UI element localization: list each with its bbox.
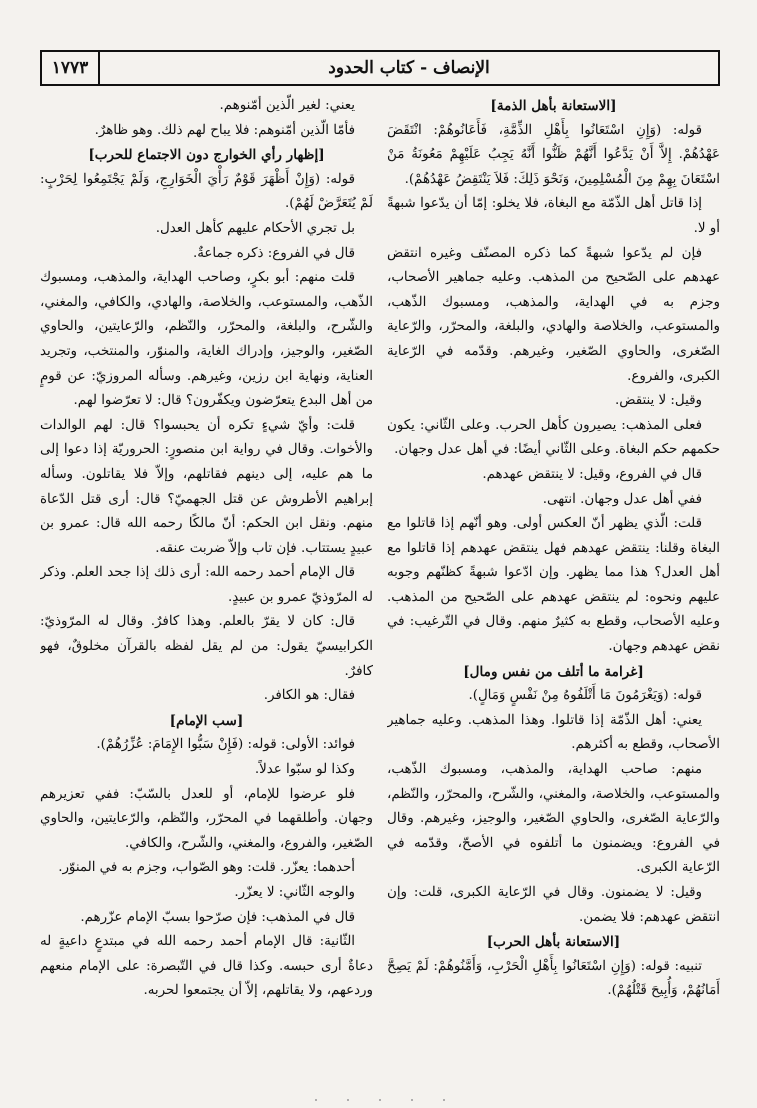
- running-title: الإنصاف - كتاب الحدود: [328, 58, 490, 78]
- left-paragraph: قلت: وأيّ شيءٍ تكره أن يحبسوا؟ قال: لهم الوالدات والأخوات. وقال في رواية ابن منصورٍ: الحروريّة إذا دعوا إلى ما هم عليه، إلى دينهم فقاتلهم، وإلاّ فلا يقاتلون. وسأله إبراهيم الأطروش عن قتل الجهميّ؟ قال: أرى قتل الدّعاة منهم. ونقل ابن الحكم: أنّ مالكًا رحمه الله قال: عمرو بن عبيدٍ يستتاب. فإن تاب وإلاّ ضربت عنقه.: [40, 417, 373, 556]
- right-paragraph: قلت: الّذي يظهر أنّ العكس أولى. وهو أنّهم إذا قاتلوا مع البغاة وقلنا: ينتقض عهدهم فهل ينتقض عهدهم إذا قاتلوا مع أهل العدل؟ هذا مما يظهر. وإن ادّعوا شبهةً كظنّهم وجوبه عليهم ونحوه: لم ينتقض عهدهم على الصّحيح من المذهب. وعليه الأصحاب، وقطع به كثيرٌ منهم. وقال في التّرغيب: في نقض عهدهم وجهان.: [387, 516, 720, 655]
- left-paragraph: قال الإمام أحمد رحمه الله: أرى ذلك إذا جحد العلم. وذكر له المرّوذيّ عمرو بن عبيدٍ.: [40, 565, 373, 605]
- left-paragraph: قال في المذهب: فإن صرّحوا بسبّ الإمام عزّرهم.: [80, 909, 355, 925]
- right-paragraph: وقيل: لا يضمنون. وقال في الرّعاية الكبرى، قلت: وإن انتقض عهدهم: فلا يضمن.: [387, 885, 720, 925]
- page-header: [40, 50, 720, 86]
- right-paragraph: قوله: (وَيَغْرَمُونَ مَا أَتْلَفُوهُ مِنْ نَفْسٍ وَمَالٍ).: [468, 688, 702, 704]
- left-paragraph: قوله: (وَإِنْ أَظْهَرَ قَوْمٌ رَأْيَ الْخَوَارِجِ، وَلَمْ يَجْتَمِعُوا لِحَرْبٍ: لَمْ يُتَعَرَّضْ لَهُمْ).: [40, 171, 373, 212]
- left-paragraph: الثّانية: قال الإمام أحمد رحمه الله في مبتدعٍ داعيةٍ له دعاةٌ أرى حبسه. وكذا قال في التّبصرة: على الإمام منعهم وردعهم، ولا يقاتلهم، إلاّ أن يجتمعوا لحربه.: [40, 934, 373, 999]
- page-number: ١٧٧٣: [42, 52, 100, 84]
- left-paragraph: يعني: لغير الّذين أمّنوهم.: [219, 98, 355, 113]
- right-paragraph: منهم: صاحب الهداية، والمذهب، ومسبوك الذّهب، والمستوعب، والخلاصة، والمغني، والشّرح، والمحرّر، والنّظم، والرّعاية الصّغرى، والحاوي الصّغير، والوجيز، وغيرهم. وقال في الفروع: ويضمنون ما أتلفوه في الأصحّ، وقدّمه في الرّعاية الكبرى.: [387, 762, 720, 876]
- right-section-heading: [غرامة ما أتلف من نفس ومال]: [463, 663, 644, 680]
- right-paragraph: يعني: أهل الذّمّة إذا قاتلوا. وهذا المذهب. وعليه جماهير الأصحاب، وقطع به أكثرهم.: [387, 712, 720, 753]
- right-paragraph: قال في الفروع، وقيل: لا ينتقض عهدهم.: [482, 466, 702, 482]
- left-paragraph: قلت منهم: أبو بكرٍ، وصاحب الهداية، والمذهب، ومسبوك الذّهب، والمستوعب، والخلاصة، والهادي، والكافي، والمغني، والشّرح، والبلغة، والمحرّر، والنّظم، والرّعايتين، والحاوي الصّغير، والوجيز، وإدراك الغاية، والمنوّر، والمنتخب، وتجريد العناية، ونهاية ابن رزين، وغيرهم. وسأله المروزيّ: عن قومٍ من أهل البدع يتعرّضون ويكفّرون؟ قال: لا تعرّضوا لهم.: [40, 270, 373, 409]
- right-section-heading: [الاستعانة بأهل الذمة]: [490, 98, 617, 114]
- right-paragraph: قوله: (وَإِنِ اسْتَعَانُوا بِأَهْلِ الذِّمَّةِ، فَأَعَانُوهُمْ: انْتَقَضَ عَهْدُهُمْ. إِلاَّ أَنْ يَدَّعُوا أَنَّهُمْ ظَنُّوا أَنَّهُ يَجِبُ عَلَيْهِمْ مَعُونَةُ مَنْ اسْتَعَانَ بِهِمْ مِنَ الْمُسْلِمِينَ، وَنَحْوَ ذَلِكَ: فَلاَ يَنْتَقِضُ عَهْدُهُمْ).: [387, 122, 720, 187]
- left-paragraph: فلو عرضوا للإمام، أو للعدل بالسّبّ: ففي تعزيرهم وجهان. وأطلقهما في المحرّر، والنّظم، والرّعايتين، والحاوي الصّغير، والفروع، والمغني، والشّرح، والكافي.: [40, 786, 373, 851]
- right-paragraph: إذا قاتل أهل الذّمّة مع البغاة، فلا يخلو: إمّا أن يدّعوا شبهةً أو لا.: [387, 196, 720, 236]
- left-section-heading: [إظهار رأي الخوارج دون الاجتماع للحرب]: [88, 147, 325, 164]
- left-paragraph: فقال: هو الكافر.: [263, 688, 355, 704]
- left-section-heading: [سب الإمام]: [169, 712, 244, 729]
- left-paragraph: قال في الفروع: ذكره جماعةٌ.: [193, 245, 355, 261]
- right-text-column: [387, 94, 720, 1088]
- right-paragraph: فعلى المذهب: يصيرون كأهل الحرب. وعلى الثّاني: يكون حكمهم حكم البغاة. وعلى الثّاني أيضًا: في أهل عدل وجهان.: [387, 417, 720, 458]
- right-paragraph: فإن لم يدّعوا شبهةً كما ذكره المصنّف وغيره انتقض عهدهم على الصّحيح من المذهب. وعليه جماهير الأصحاب، وجزم به في الهداية، والمذهب، ومسبوك الذّهب، والمستوعب، والخلاصة والهادي، والبلغة، والمحرّر، والرّعاية الصّغرى، والحاوي الصّغير، وغيرهم. وقدّمه في الرّعاية الكبرى، والفروع.: [387, 245, 720, 384]
- left-paragraph: والوجه الثّاني: لا يعزّر.: [234, 885, 355, 900]
- right-paragraph: وقيل: لا ينتقض.: [615, 393, 702, 409]
- left-paragraph: قال: كان لا يقرّ بالعلم. وهذا كافرٌ. وقال له المرّوذيّ: الكرابيسيّ يقول: من لم يقل لفظه بالقرآن مخلوقٌ، فهو كافرٌ.: [40, 614, 373, 679]
- left-paragraph: أحدهما: يعزّر. قلت: وهو الصّواب، وجزم به في المنوّر.: [58, 860, 355, 876]
- left-paragraph: بل تجري الأحكام عليهم كأهل العدل.: [155, 220, 355, 236]
- footer-ink-marks: [300, 1096, 460, 1104]
- left-paragraph: فأمّا الّذين أمّنوهم: فلا يباح لهم ذلك. وهو ظاهرٌ.: [94, 122, 355, 138]
- right-paragraph: تنبيه: قوله: (وَإِنِ اسْتَعَانُوا بِأَهْلِ الْحَرْبِ، وَأَمَّنُوهُمْ: لَمْ يَصِحَّ أَمَانُهُمْ، وَأُبِيحَ قَتْلُهُمْ).: [387, 958, 720, 999]
- right-paragraph: ففي أهل عدل وجهان. انتهى.: [542, 491, 702, 507]
- right-section-heading: [الاستعانة بأهل الحرب]: [486, 934, 621, 951]
- left-paragraph: فوائد: الأولى: قوله: (فَإِنْ سَبُّوا الإِمَامَ: عُزِّرُهُمْ).: [96, 737, 355, 753]
- left-paragraph: وكذا لو سبّوا عدلاً.: [254, 762, 355, 778]
- left-text-column: [40, 94, 373, 1088]
